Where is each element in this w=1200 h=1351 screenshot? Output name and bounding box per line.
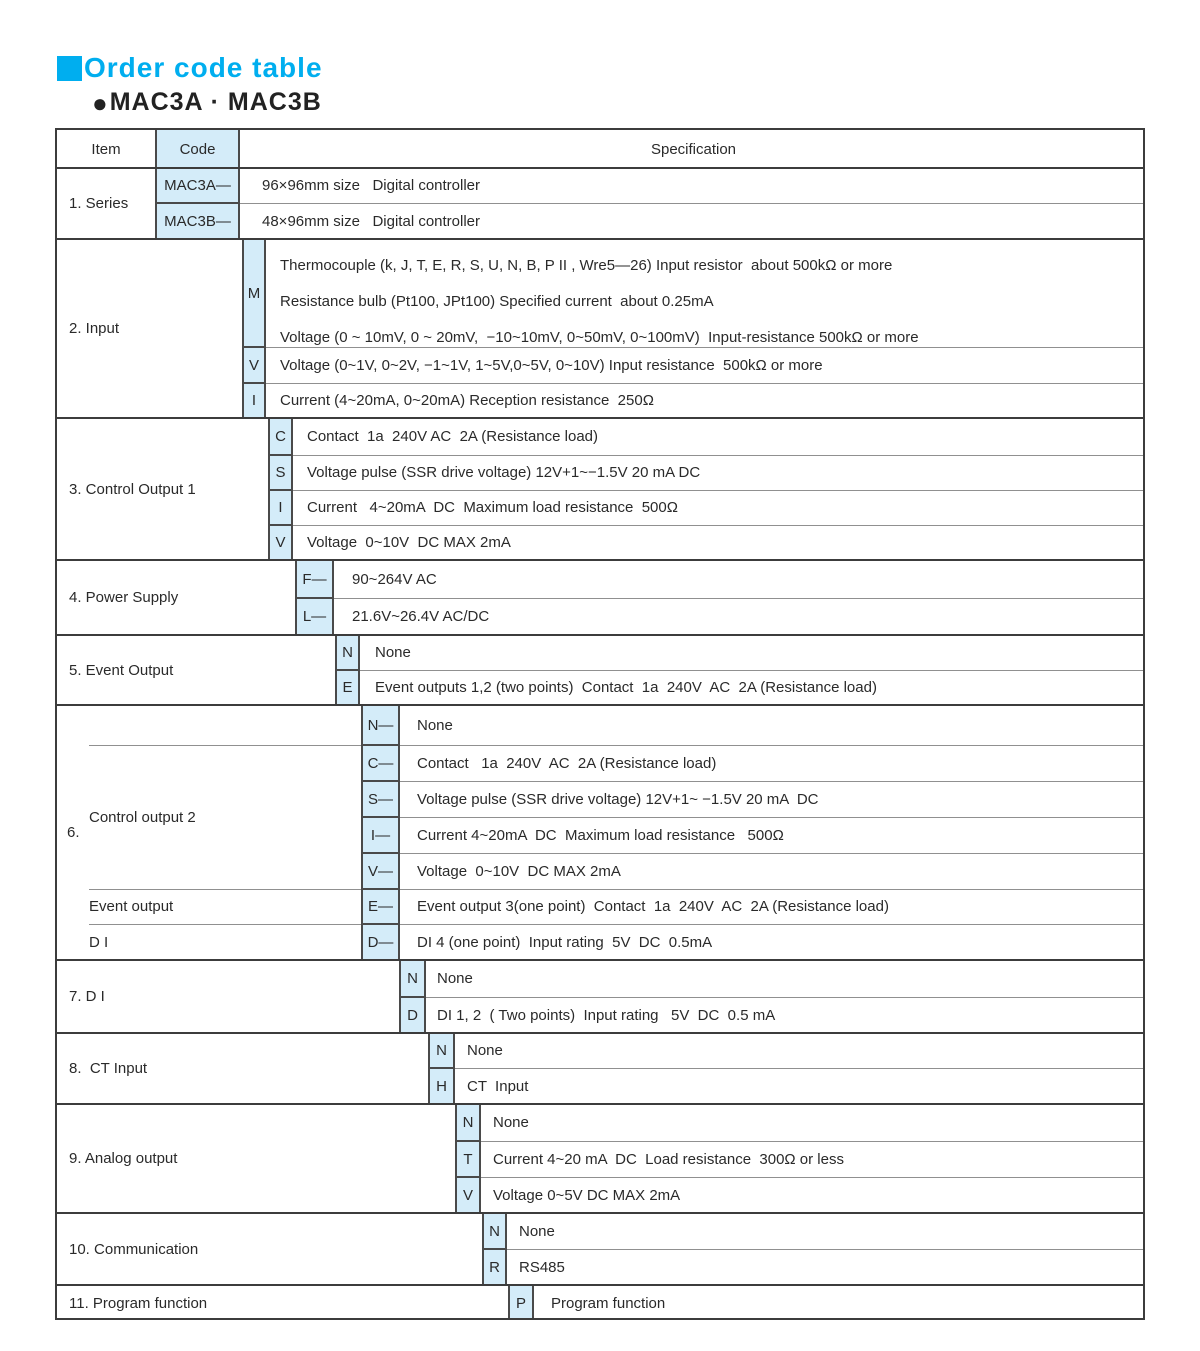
- code-cell: P: [515, 1295, 526, 1312]
- code-cell: V: [248, 356, 259, 374]
- spec-cell: Current 4~20mA DC Maximum load resistance 500Ω: [307, 499, 678, 516]
- code-cell: MAC3B—: [164, 212, 231, 230]
- code-cell: C—: [367, 754, 394, 772]
- spec-cell: 96×96mm size Digital controller: [262, 177, 481, 194]
- section-label: 9. Analog output: [69, 1150, 178, 1167]
- section-sublabel: Event output: [89, 898, 174, 915]
- page-title-row: [57, 52, 323, 84]
- code-cell: F—: [302, 570, 327, 588]
- code-cell: D: [407, 1006, 418, 1024]
- code-cell: N—: [367, 716, 394, 734]
- spec-cell: Current (4~20mA, 0~20mA) Reception resistance 250Ω: [280, 392, 654, 409]
- col-header-specification: Specification: [650, 140, 737, 158]
- spec-cell: Voltage (0~1V, 0~2V, −1~1V, 1~5V,0~5V, 0~10V) Input resistance 500kΩ or more: [280, 356, 823, 374]
- page-title: Order code table: [84, 52, 323, 83]
- section-label: 3. Control Output 1: [69, 480, 196, 498]
- grid-line: [57, 1103, 1145, 1105]
- section-label: 10. Communication: [69, 1240, 199, 1258]
- section-label: 5. Event Output: [69, 661, 174, 679]
- code-cell: V: [462, 1186, 473, 1204]
- spec-cell: Event outputs 1,2 (two points) Contact 1a 240V AC 2A (Resistance load): [375, 679, 877, 696]
- spec-cell: 90~264V AC: [352, 570, 437, 588]
- spec-cell: Event output 3(one point) Contact 1a 240V AC 2A (Resistance load): [417, 898, 889, 915]
- section-label: 7. D I: [69, 988, 105, 1005]
- code-cell: L—: [302, 608, 327, 625]
- spec-cell: Voltage pulse (SSR drive voltage) 12V+1~−1.5V 20 mA DC: [307, 464, 701, 481]
- code-cell: N: [342, 644, 353, 661]
- code-cell: N: [462, 1114, 474, 1131]
- spec-cell: CT Input: [467, 1077, 529, 1095]
- circle-bullet-icon: ●: [92, 87, 108, 118]
- code-cell: C: [275, 428, 286, 445]
- section-label: 8. CT Input: [69, 1060, 148, 1077]
- code-cell: V—: [367, 862, 393, 880]
- spec-cell: Program function: [551, 1295, 666, 1312]
- code-cell: S—: [367, 790, 393, 808]
- code-cell: V: [275, 534, 286, 551]
- code-cell: E: [342, 679, 353, 696]
- code-cell: N: [489, 1222, 500, 1240]
- spec-cell: Current 4~20 mA DC Load resistance 300Ω or less: [493, 1150, 844, 1168]
- spec-cell: None: [519, 1222, 555, 1240]
- spec-cell: RS485: [519, 1258, 565, 1276]
- section-sublabel: D I: [89, 933, 109, 951]
- code-cell: MAC3A—: [164, 177, 231, 194]
- spec-cell: None: [467, 1042, 503, 1059]
- square-bullet-icon: [57, 56, 82, 81]
- product-name: MAC3A · MAC3B: [109, 88, 322, 116]
- spec-cell: Voltage 0~10V DC MAX 2mA: [417, 862, 621, 880]
- spec-cell: Current 4~20mA DC Maximum load resistance 500Ω: [417, 826, 784, 844]
- spec-cell: Voltage pulse (SSR drive voltage) 12V+1~ −1.5V 20 mA DC: [417, 790, 819, 808]
- section-label: 4. Power Supply: [69, 589, 179, 606]
- code-cell: I: [251, 392, 257, 409]
- spec-cell: DI 1, 2 ( Two points) Input rating 5V DC 0.5 mA: [437, 1006, 776, 1024]
- code-cell: D—: [367, 933, 394, 951]
- spec-cell: Thermocouple (k, J, T, E, R, S, U, N, B, P II , Wre5—26) Input resistor about 500kΩ or more: [280, 256, 893, 274]
- spec-cell: None: [493, 1114, 529, 1131]
- grid-line: [89, 924, 361, 925]
- spec-cell: DI 4 (one point) Input rating 5V DC 0.5mA: [417, 933, 713, 951]
- section-label: 11. Program function: [69, 1295, 208, 1312]
- code-cell: H: [436, 1077, 447, 1095]
- product-title-row: [92, 88, 322, 117]
- col-header-item: Item: [91, 140, 121, 158]
- spec-cell: Contact 1a 240V AC 2A (Resistance load): [417, 754, 717, 772]
- code-cell: N: [436, 1042, 447, 1059]
- spec-cell: 21.6V~26.4V AC/DC: [352, 608, 490, 625]
- grid-line: [507, 1249, 1145, 1250]
- section-sublabel: Control output 2: [89, 808, 196, 826]
- spec-cell: Voltage 0~10V DC MAX 2mA: [307, 534, 511, 551]
- spec-cell: Contact 1a 240V AC 2A (Resistance load): [307, 428, 598, 445]
- spec-cell: None: [375, 644, 411, 661]
- section-label: 2. Input: [69, 320, 120, 337]
- grid-line: [455, 1068, 1145, 1069]
- spec-cell: Resistance bulb (Pt100, JPt100) Specified current about 0.25mA: [280, 292, 714, 310]
- spec-cell: None: [437, 970, 473, 987]
- spec-cell: None: [417, 716, 453, 734]
- spec-cell: 48×96mm size Digital controller: [262, 212, 481, 230]
- code-cell: R: [489, 1258, 500, 1276]
- code-cell: I—: [370, 826, 391, 844]
- code-cell: E—: [367, 898, 393, 915]
- grid-line: [57, 634, 1145, 636]
- code-cell: T: [463, 1150, 473, 1168]
- section-label: 1. Series: [69, 195, 129, 212]
- code-cell: M: [247, 284, 261, 302]
- section-label: 6.: [67, 824, 80, 841]
- grid-line: [57, 559, 1145, 561]
- code-cell: N: [407, 970, 418, 987]
- code-cell: I: [278, 499, 283, 516]
- order-code-table: [55, 128, 1145, 1320]
- col-header-code: Code: [179, 140, 216, 158]
- spec-cell: Voltage (0 ~ 10mV, 0 ~ 20mV, −10~10mV, 0~50mV, 0~100mV) Input-resistance 500kΩ or more: [280, 328, 919, 346]
- code-cell: S: [275, 464, 286, 481]
- spec-cell: Voltage 0~5V DC MAX 2mA: [493, 1186, 681, 1204]
